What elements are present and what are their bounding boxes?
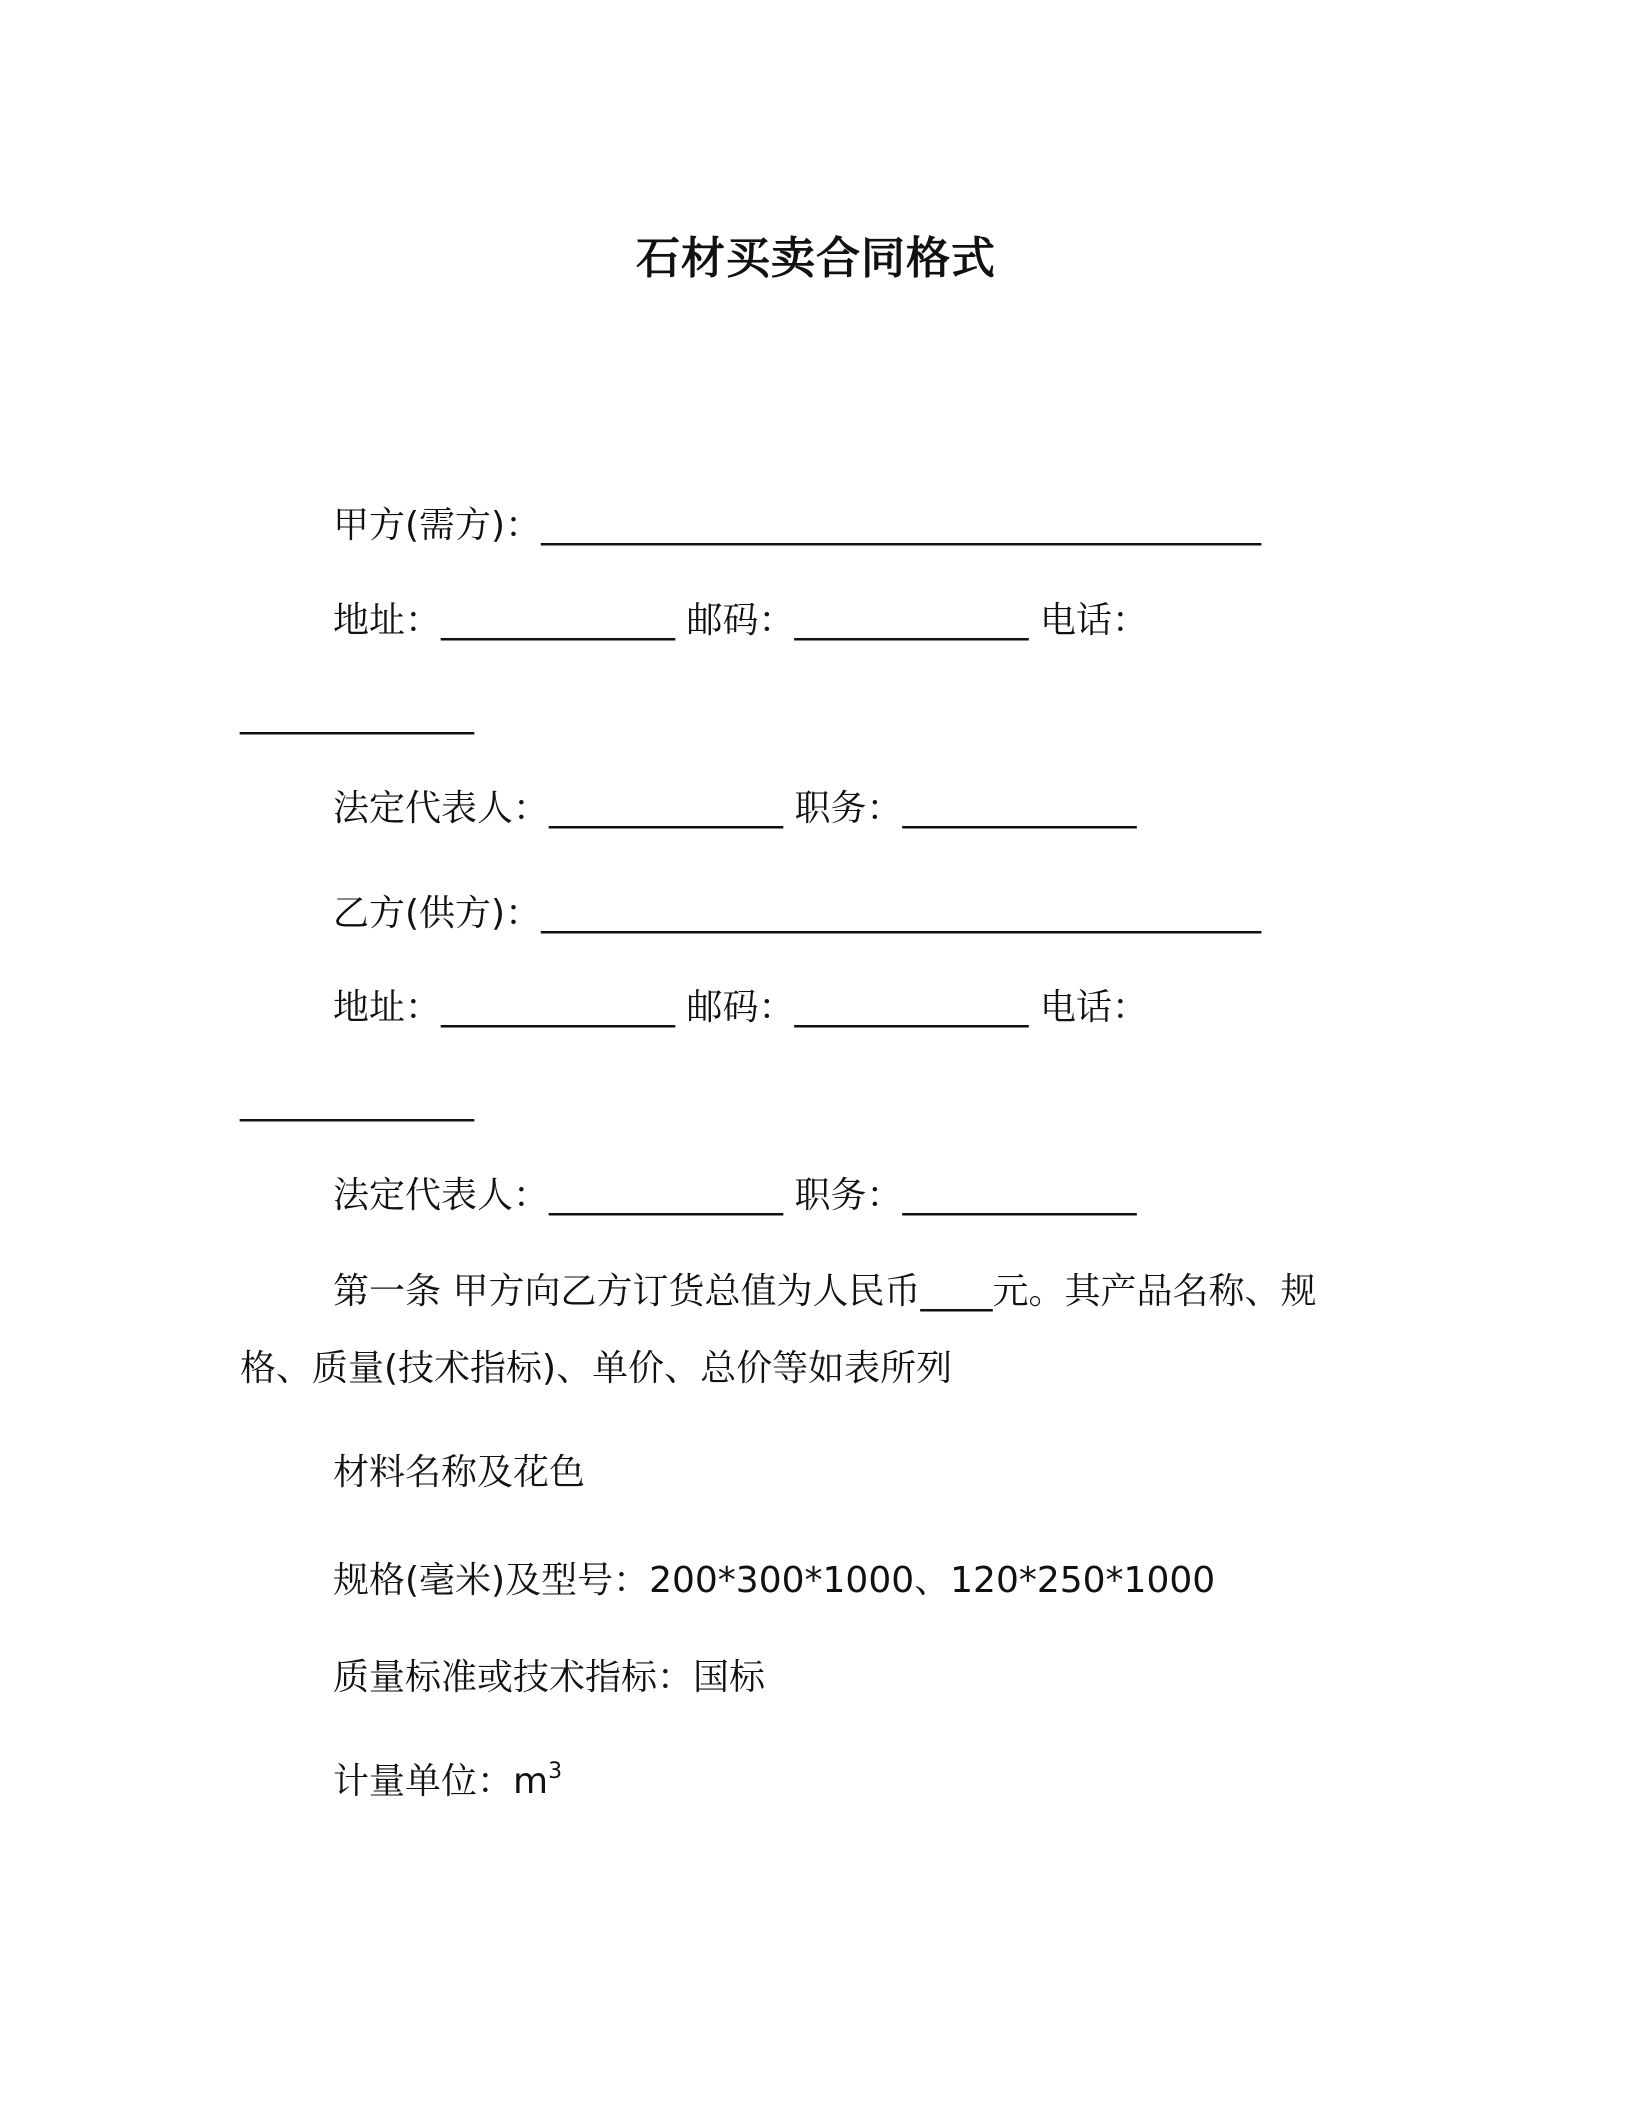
party-a-phone-blank-line — [240, 691, 474, 739]
party-b-name-blank: ________________________________________ — [541, 893, 1262, 934]
article-1-line-2: 格、质量(技术指标)、单价、总价等如表所列 — [240, 1348, 953, 1389]
material-unit — [333, 1758, 562, 1806]
party-b-name-line — [333, 890, 1261, 938]
material-spec: 规格(毫米)及型号：200*300*1000、120*250*1000 — [333, 1560, 1216, 1601]
party-a-phone-blank: _____________ — [240, 694, 474, 735]
party-a-rep-label: 法定代表人： — [333, 788, 550, 829]
party-b-postcode-label: 邮码： — [686, 987, 795, 1028]
party-b-position-label: 职务： — [794, 1175, 903, 1216]
party-b-address-blank: _____________ — [441, 987, 676, 1028]
party-b-contact-line — [333, 984, 1148, 1032]
party-a-position-label: 职务： — [794, 788, 903, 829]
party-a-address-blank: _____________ — [441, 600, 676, 641]
party-b-name-label: 乙方(供方)： — [333, 893, 542, 934]
party-a-name-blank: ________________________________________ — [541, 505, 1262, 546]
party-a-postcode-label: 邮码： — [686, 600, 795, 641]
party-a-rep-blank: _____________ — [549, 788, 784, 829]
party-a-position-blank: _____________ — [902, 788, 1137, 829]
party-b-postcode-blank: _____________ — [794, 987, 1029, 1028]
material-name-label: 材料名称及花色 — [333, 1452, 586, 1493]
material-unit-label: 计量单位：m — [333, 1761, 549, 1802]
party-a-rep-line — [333, 785, 1136, 833]
party-a-phone-label: 电话： — [1039, 600, 1148, 641]
party-b-phone-blank-line — [240, 1078, 474, 1126]
document-title: 石材买卖合同格式 — [636, 233, 996, 284]
material-quality: 质量标准或技术指标：国标 — [333, 1657, 766, 1698]
article-1-line-1: 第一条 甲方向乙方订货总值为人民币____元。其产品名称、规 — [333, 1271, 1317, 1312]
party-a-name-line — [333, 502, 1261, 550]
party-b-rep-blank: _____________ — [549, 1175, 784, 1216]
material-unit-superscript: 3 — [548, 1759, 563, 1784]
party-b-phone-blank: _____________ — [240, 1081, 474, 1122]
party-b-position-blank: _____________ — [902, 1175, 1137, 1216]
party-a-name-label: 甲方(需方)： — [333, 505, 542, 546]
party-a-address-label: 地址： — [333, 600, 442, 641]
party-a-contact-line — [333, 597, 1148, 645]
party-b-rep-label: 法定代表人： — [333, 1175, 550, 1216]
party-a-postcode-blank: _____________ — [794, 600, 1029, 641]
party-b-address-label: 地址： — [333, 987, 442, 1028]
party-b-rep-line — [333, 1172, 1136, 1220]
party-b-phone-label: 电话： — [1039, 987, 1148, 1028]
